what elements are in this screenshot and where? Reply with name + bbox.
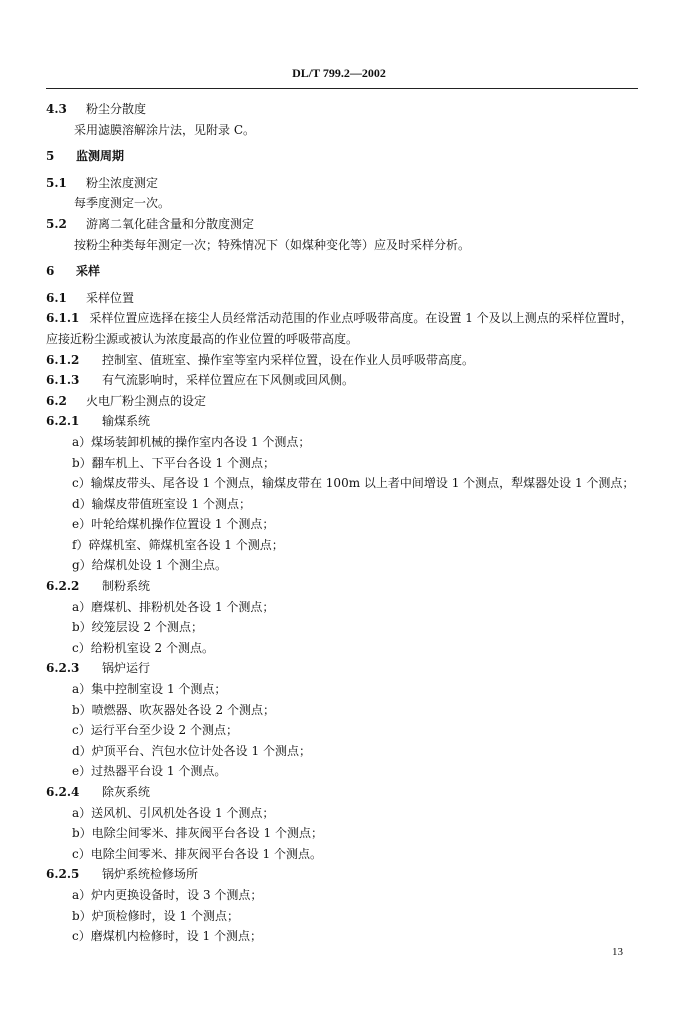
list-item: f）碎煤机室、筛煤机室各设 1 个测点； <box>72 537 284 552</box>
list-item: b）喷燃器、吹灰器处各设 2 个测点； <box>72 702 275 717</box>
clause-line <box>46 370 638 391</box>
clause-line <box>46 411 638 432</box>
clause-number: 6.2.4 <box>46 785 80 799</box>
clause-line <box>46 576 638 597</box>
clause-text: 粉尘分散度 <box>86 102 147 116</box>
clause-text: 除灰系统 <box>102 785 151 799</box>
clause-text: 制粉系统 <box>102 579 151 594</box>
clause-text: 粉尘浓度测定 <box>86 175 159 190</box>
list-item: c）运行平台至少设 2 个测点； <box>72 723 238 738</box>
clause-number: 4.3 <box>46 102 67 116</box>
list-item: a）集中控制室设 1 个测点； <box>72 682 227 697</box>
body-text: 按粉尘种类每年测定一次；特殊情况下（如煤种变化等）应及时采样分析。 <box>74 237 471 252</box>
clause-text: 火电厂粉尘测点的设定 <box>86 393 207 408</box>
section-heading <box>46 146 638 167</box>
header-rule <box>46 88 638 89</box>
list-item: b）炉顶检修时，设 1 个测点； <box>72 908 239 923</box>
list-item: a）炉内更换设备时，设 3 个测点； <box>72 887 263 902</box>
list-item: e）叶轮给煤机操作位置设 1 个测点； <box>72 517 275 532</box>
clause-number: 6.1.3 <box>46 373 80 388</box>
clause-text: 采样位置应选择在接尘人员经常活动范围的作业点呼吸带高度。在设置 1 个及以上测点的采样位置时，应接近粉尘源或被认为浓度最高的作业位置的呼吸带高度。 <box>46 311 633 346</box>
clause-text: 有气流影响时，采样位置应在下风侧或回风侧。 <box>102 373 355 388</box>
list-item: c）磨煤机内检修时，设 1 个测点； <box>72 929 262 944</box>
list-item: b）翻车机上、下平台各设 1 个测点； <box>72 455 275 470</box>
list-item: a）送风机、引风机处各设 1 个测点； <box>72 805 275 820</box>
clause-text: 采样位置 <box>86 290 135 305</box>
clause-text: 游离二氧化硅含量和分散度测定 <box>86 216 255 231</box>
clause-number: 5.1 <box>46 175 67 190</box>
clause-number: 6.2.1 <box>46 414 80 429</box>
list-item: a）煤场装卸机械的操作室内各设 1 个测点； <box>72 434 311 449</box>
clause-number: 5 <box>46 149 55 164</box>
clause-line <box>46 214 638 235</box>
list-item: b）电除尘间零米、排灰阀平台各设 1 个测点； <box>72 826 323 841</box>
clause-line <box>46 99 638 120</box>
clause-text: 采样 <box>76 264 101 279</box>
clause-number: 6.2.5 <box>46 867 80 882</box>
clause-line <box>46 288 638 309</box>
list-item: c）给粉机室设 2 个测点。 <box>72 640 214 655</box>
clause-text: 监测周期 <box>76 149 125 164</box>
body-text: 采用滤膜溶解涂片法，见附录 C。 <box>74 122 255 137</box>
clause-line <box>46 864 638 885</box>
document-body <box>46 99 638 947</box>
clause-line <box>46 658 638 679</box>
clause-number: 6.1 <box>46 290 67 305</box>
clause-text: 输煤系统 <box>102 414 151 429</box>
clause-paragraph <box>46 308 638 349</box>
section-heading <box>46 261 638 282</box>
list-item: d）输煤皮带值班室设 1 个测点； <box>72 496 251 511</box>
list-item: e）过热器平台设 1 个测点。 <box>72 764 227 779</box>
clause-line <box>46 173 638 194</box>
clause-text: 锅炉运行 <box>102 661 151 676</box>
body-text: 每季度测定一次。 <box>74 196 171 211</box>
clause-number: 6 <box>46 264 55 279</box>
page-number: 13 <box>612 946 623 958</box>
clause-number: 6.1.2 <box>46 352 80 367</box>
clause-number: 6.1.1 <box>46 311 80 326</box>
clause-line <box>46 782 638 803</box>
clause-number: 6.2.3 <box>46 661 80 676</box>
list-item: d）炉顶平台、汽包水位计处各设 1 个测点； <box>72 743 311 758</box>
document-header: DL/T 799.2—2002 <box>292 66 386 80</box>
clause-text: 锅炉系统检修场所 <box>102 867 199 882</box>
list-item: g）给煤机处设 1 个测尘点。 <box>72 558 227 573</box>
list-item: c）输煤皮带头、尾各设 1 个测点，输煤皮带在 100m 以上者中间增设 1 个测点，犁煤器处设 1 个测点； <box>72 476 635 491</box>
list-item: a）磨煤机、排粉机处各设 1 个测点； <box>72 599 275 614</box>
clause-number: 6.2.2 <box>46 579 80 594</box>
list-item: b）绞笼层设 2 个测点； <box>72 620 203 635</box>
clause-number: 6.2 <box>46 393 67 408</box>
clause-line <box>46 391 638 412</box>
clause-number: 5.2 <box>46 216 67 231</box>
clause-line <box>46 350 638 371</box>
clause-text: 控制室、值班室、操作室等室内采样位置，设在作业人员呼吸带高度。 <box>102 352 475 367</box>
list-item: c）电除尘间零米、排灰阀平台各设 1 个测点。 <box>72 846 322 861</box>
